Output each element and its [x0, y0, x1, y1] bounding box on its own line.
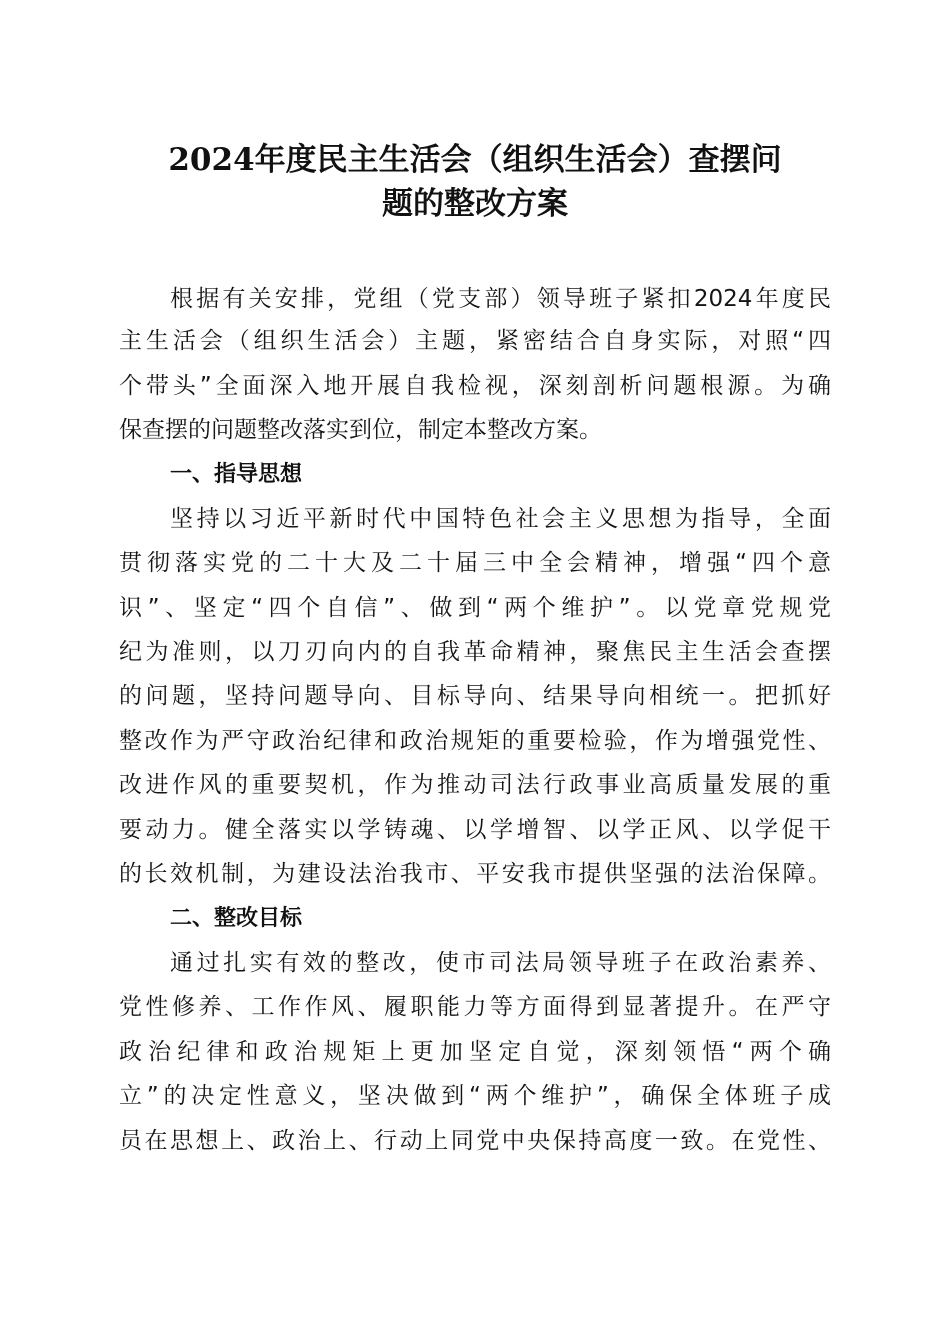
section1-line-7: 改进作风的重要契机，作为推动司法行政事业高质量发展的重 [119, 772, 831, 798]
section1-line-8: 要动力。健全落实以学铸魂、以学增智、以学正风、以学促干 [119, 817, 831, 843]
section2-line-1: 通过扎实有效的整改，使市司法局领导班子在政治素养、 [170, 950, 831, 976]
section2-line-2: 党性修养、工作作风、履职能力等方面得到显著提升。在严守 [119, 994, 831, 1020]
section-heading-guiding-ideology: 一、指导思想 [170, 462, 303, 487]
section1-line-6: 整改作为严守政治纪律和政治规矩的重要检验，作为增强党性、 [119, 728, 831, 754]
document-title-line-2: 题的整改方案 [382, 186, 568, 222]
intro-line-1: 根据有关安排，党组（党支部）领导班子紧扣2024年度民 [170, 286, 831, 312]
section2-line-5: 员在思想上、政治上、行动上同党中央保持高度一致。在党性、 [119, 1128, 831, 1154]
section1-line-9: 的长效机制，为建设法治我市、平安我市提供坚强的法治保障。 [119, 861, 831, 887]
intro-line-2: 主生活会（组织生活会）主题，紧密结合自身实际，对照“四 [119, 328, 831, 354]
section2-line-3: 政治纪律和政治规矩上更加坚定自觉，深刻领悟“两个确 [119, 1039, 831, 1065]
section1-line-4: 纪为准则，以刀刃向内的自我革命精神，聚焦民主生活会查摆 [119, 639, 831, 665]
section-heading-rectification-goals: 二、整改目标 [170, 906, 303, 931]
section1-line-3: 识”、坚定“四个自信”、做到“两个维护”。以党章党规党 [119, 595, 831, 621]
section2-line-4: 立”的决定性意义，坚决做到“两个维护”，确保全体班子成 [119, 1083, 831, 1109]
document-title-line-1: 2024年度民主生活会（组织生活会）查摆问 [168, 142, 782, 178]
intro-line-4: 保查摆的问题整改落实到位，制定本整改方案。 [119, 417, 602, 443]
section1-line-2: 贯彻落实党的二十大及二十届三中全会精神，增强“四个意 [119, 550, 831, 576]
intro-line-3: 个带头”全面深入地开展自我检视，深刻剖析问题根源。为确 [119, 373, 831, 399]
section1-line-5: 的问题，坚持问题导向、目标导向、结果导向相统一。把抓好 [119, 683, 831, 709]
section1-line-1: 坚持以习近平新时代中国特色社会主义思想为指导，全面 [170, 506, 831, 532]
